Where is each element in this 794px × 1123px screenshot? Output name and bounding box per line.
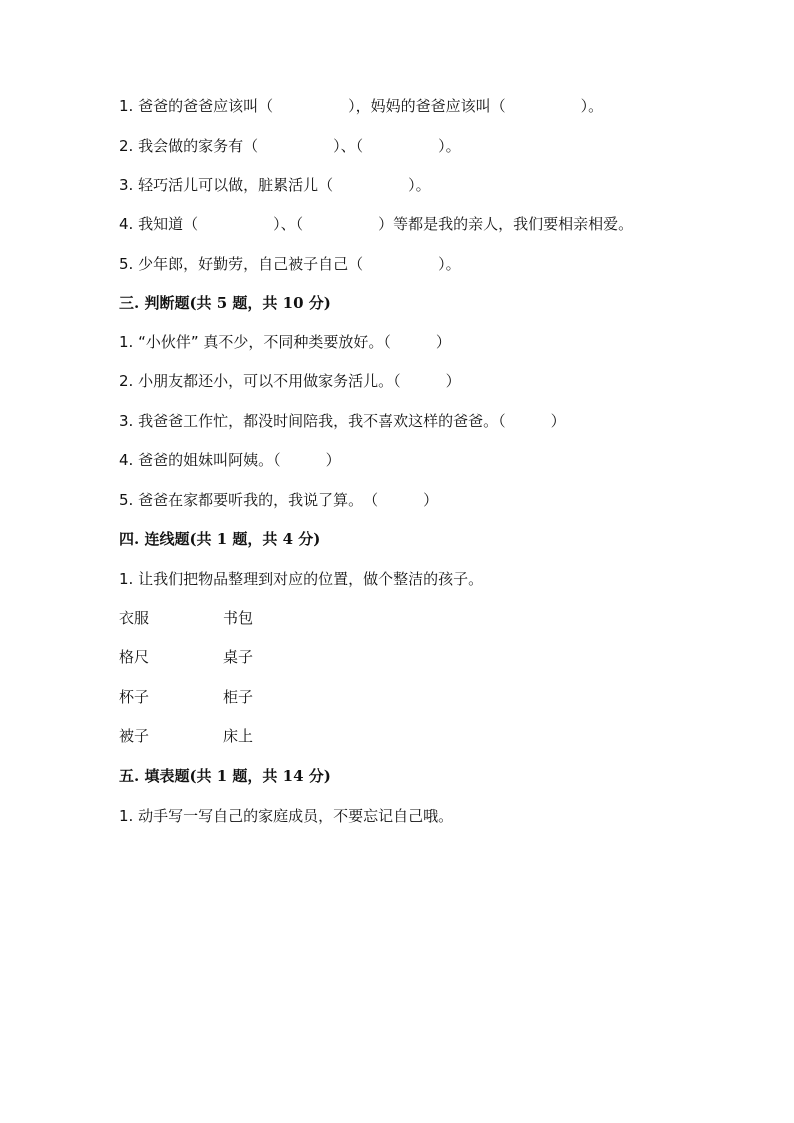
match-right-2: 桌子	[223, 648, 254, 666]
section-3-title: 三. 判断题(共 5 题，共 10 分)	[119, 294, 331, 312]
match-left-1: 衣服	[119, 609, 150, 627]
judge-item-4: 4. 爸爸的姐妹叫阿姨。（ ）	[119, 451, 341, 469]
section-4-title: 四. 连线题(共 1 题，共 4 分)	[119, 530, 321, 548]
matching-question: 1. 让我们把物品整理到对应的位置，做个整洁的孩子。	[119, 570, 484, 588]
fill-in-item-1: 1. 爸爸的爸爸应该叫（ ），妈妈的爸爸应该叫（ ）。	[119, 97, 604, 115]
section-5-title: 五. 填表题(共 1 题，共 14 分)	[119, 767, 331, 785]
fill-in-item-3: 3. 轻巧活儿可以做，脏累活儿（ ）。	[119, 176, 431, 194]
fill-in-item-5: 5. 少年郎，好勤劳，自己被子自己（ ）。	[119, 255, 461, 273]
match-left-2: 格尺	[119, 648, 150, 666]
fill-in-item-2: 2. 我会做的家务有（ ）、（ ）。	[119, 137, 461, 155]
fill-in-item-4: 4. 我知道（ ）、（ ）等都是我的亲人，我们要相亲相爱。	[119, 215, 634, 233]
match-right-3: 柜子	[223, 688, 254, 706]
match-left-4: 被子	[119, 727, 150, 745]
table-question: 1. 动手写一写自己的家庭成员，不要忘记自己哦。	[119, 807, 454, 825]
match-right-1: 书包	[223, 609, 254, 627]
match-left-3: 杯子	[119, 688, 150, 706]
judge-item-3: 3. 我爸爸工作忙，都没时间陪我，我不喜欢这样的爸爸。（ ）	[119, 412, 566, 430]
judge-item-5: 5. 爸爸在家都要听我的，我说了算。 （ ）	[119, 491, 439, 509]
judge-item-1: 1. “小伙伴” 真不少，不同种类要放好。（ ）	[119, 333, 451, 351]
judge-item-2: 2. 小朋友都还小，可以不用做家务活儿。（ ）	[119, 372, 461, 390]
match-right-4: 床上	[223, 727, 254, 745]
